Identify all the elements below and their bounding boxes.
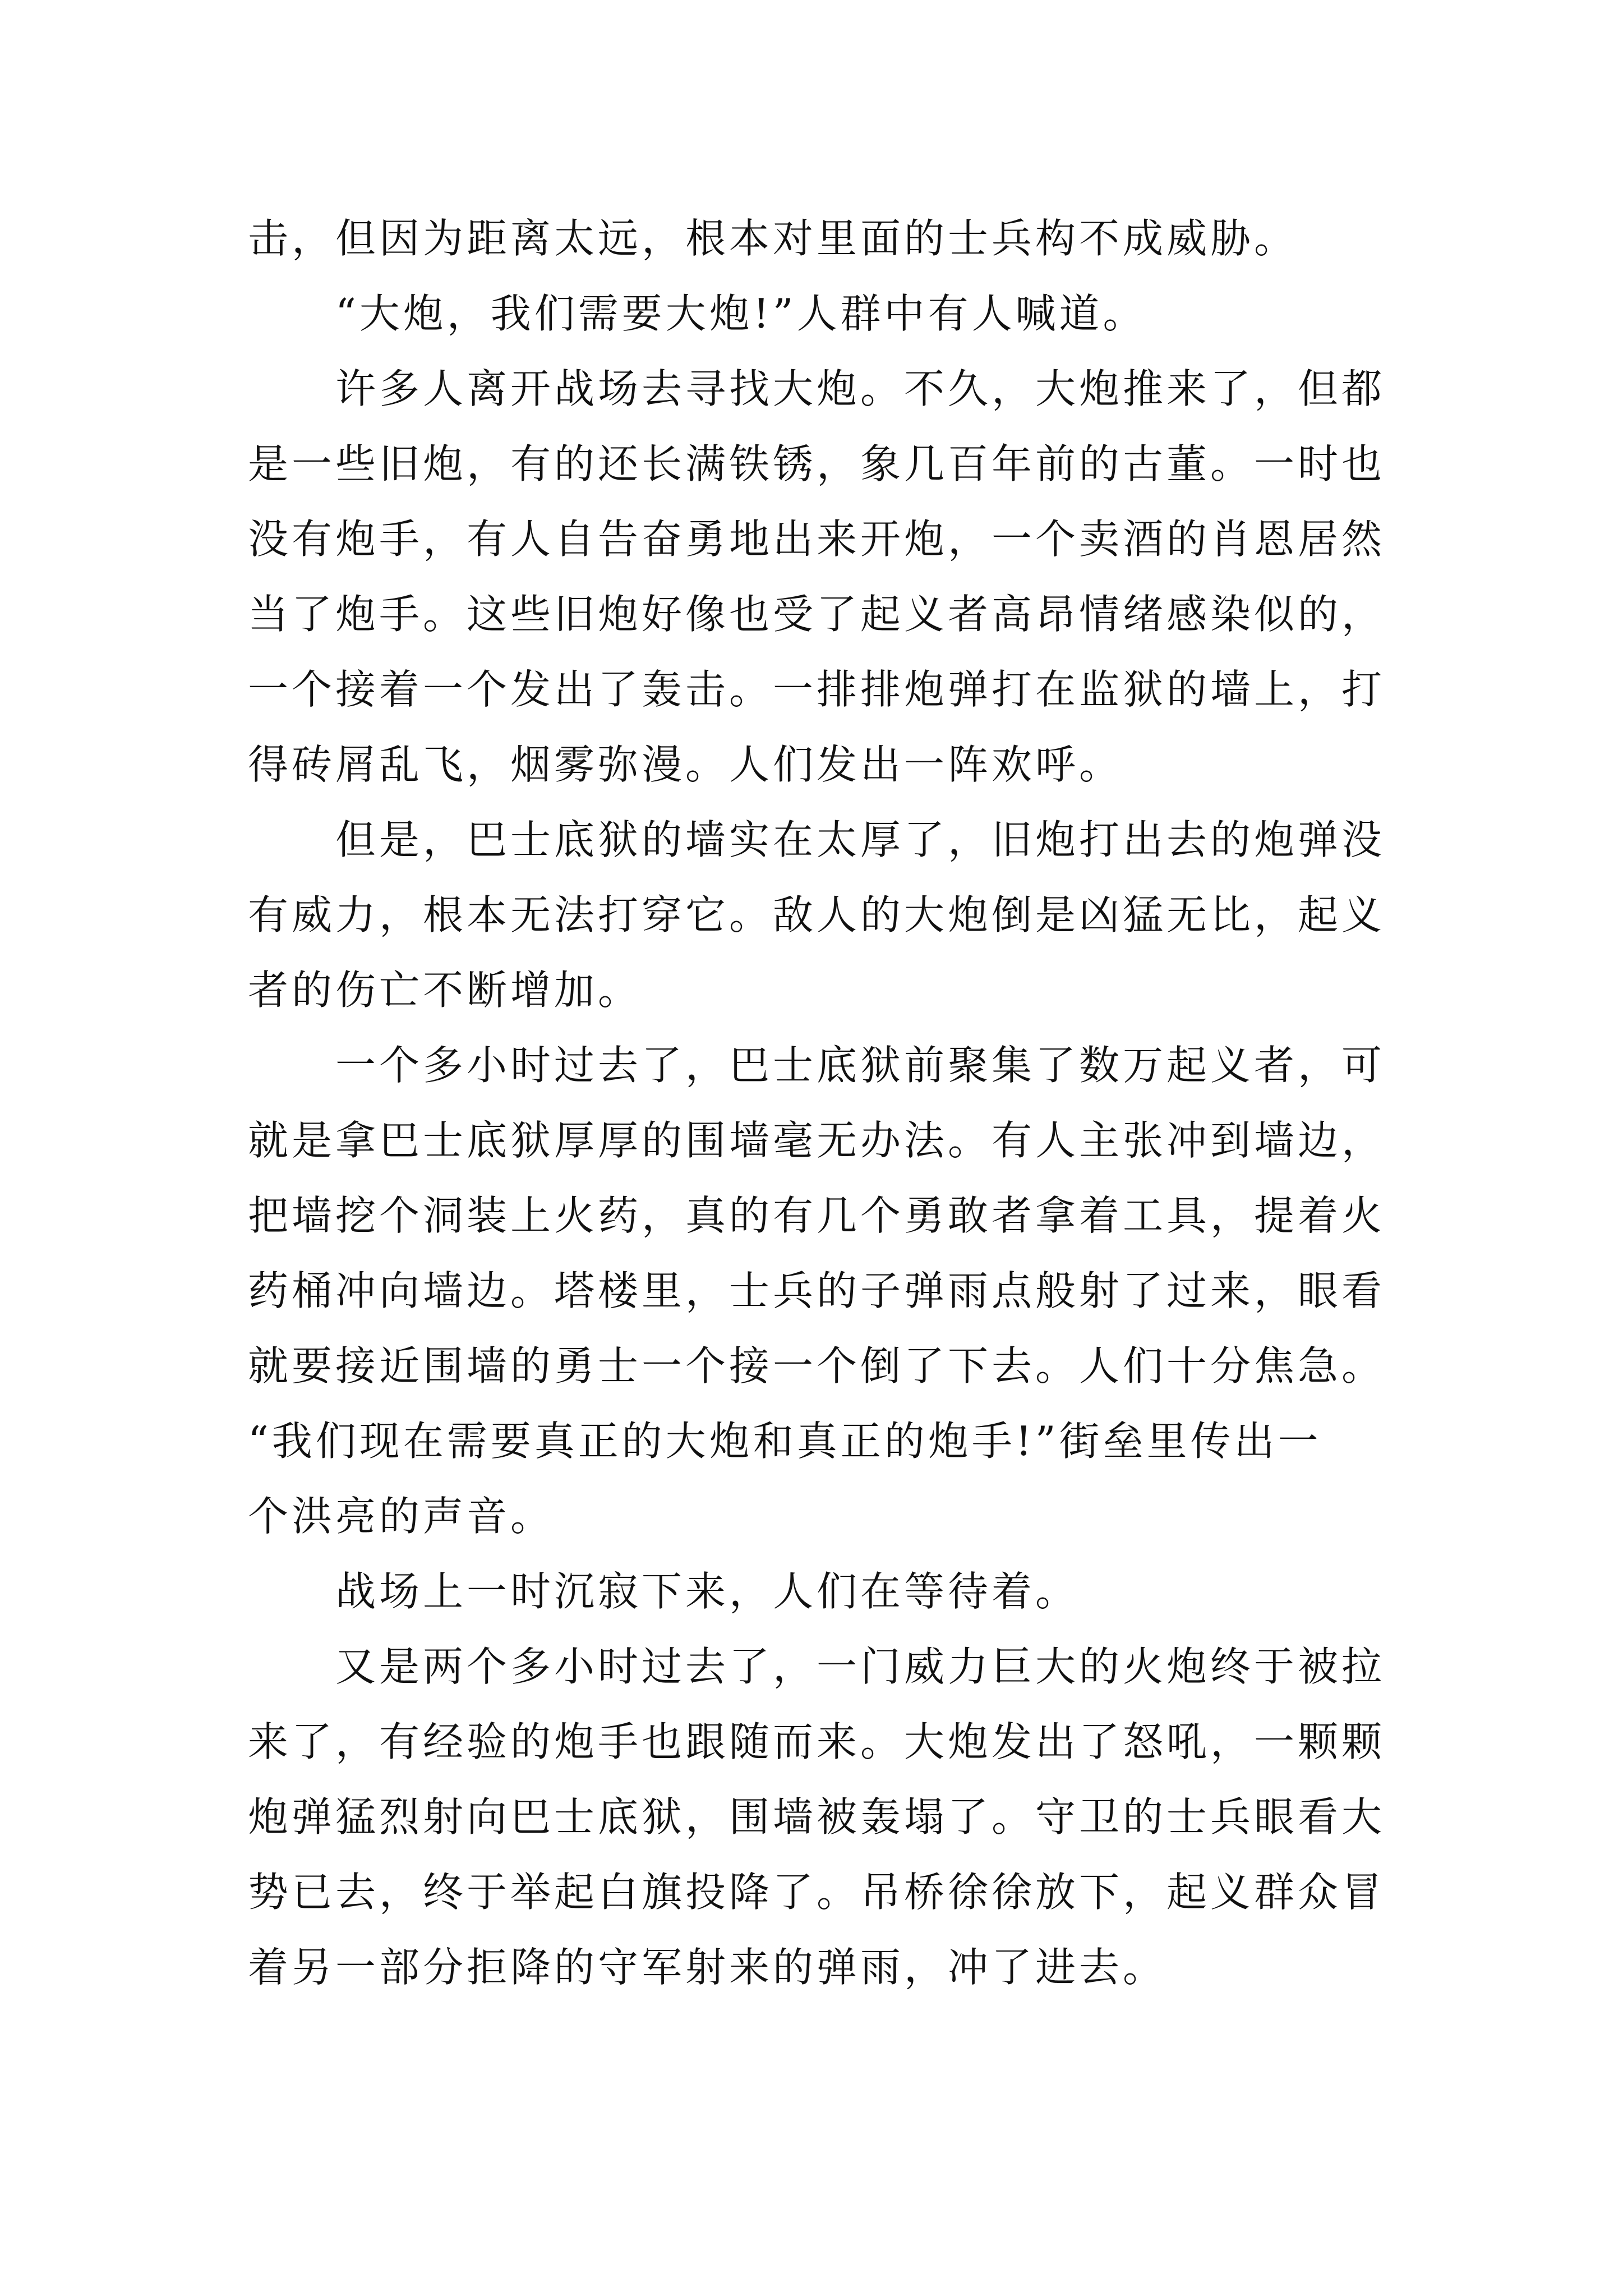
text-line: 又是两个多小时过去了，一门威力巨大的火炮终于被拉: [335, 1643, 1386, 1690]
text-line: 个洪亮的声音。: [248, 1493, 555, 1540]
text-line: 没有炮手，有人自告奋勇地出来开炮，一个卖酒的肖恩居然: [248, 516, 1386, 563]
text-line: 来了，有经验的炮手也跟随而来。大炮发出了怒吼，一颗颗: [248, 1718, 1386, 1765]
text-line: 一个接着一个发出了轰击。一排排炮弹打在监狱的墙上，打: [248, 666, 1386, 713]
text-line: 着另一部分拒降的守军射来的弹雨，冲了进去。: [248, 1944, 1167, 1991]
text-line: 战场上一时沉寂下来，人们在等待着。: [335, 1568, 1080, 1615]
text-line: 得砖屑乱飞，烟雾弥漫。人们发出一阵欢呼。: [248, 741, 1123, 788]
text-line: 当了炮手。这些旧炮好像也受了起义者高昂情绪感染似的，: [248, 591, 1386, 638]
text-line: “我们现在需要真正的大炮和真正的炮手!”街垒里传出一: [248, 1418, 1322, 1465]
text-line: 就要接近围墙的勇士一个接一个倒了下去。人们十分焦急。: [248, 1342, 1386, 1389]
text-line: 是一些旧炮，有的还长满铁锈，象几百年前的古董。一时也: [248, 440, 1386, 487]
text-line: 许多人离开战场去寻找大炮。不久，大炮推来了，但都: [335, 365, 1386, 412]
text-line: 就是拿巴士底狱厚厚的围墙毫无办法。有人主张冲到墙边，: [248, 1117, 1386, 1164]
text-line: 但是，巴士底狱的墙实在太厚了，旧炮打出去的炮弹没: [335, 816, 1386, 863]
text-line: 势已去，终于举起白旗投降了。吊桥徐徐放下，起义群众冒: [248, 1869, 1386, 1916]
body-text: [248, 201, 1403, 2005]
text-line: 把墙挖个洞装上火药，真的有几个勇敢者拿着工具，提着火: [248, 1192, 1386, 1239]
text-line: 击，但因为距离太远，根本对里面的士兵构不成威胁。: [248, 215, 1298, 262]
text-line: 药桶冲向墙边。塔楼里，士兵的子弹雨点般射了过来，眼看: [248, 1267, 1386, 1314]
text-line: 有威力，根本无法打穿它。敌人的大炮倒是凶猛无比，起义: [248, 891, 1386, 938]
text-line: 一个多小时过去了，巴士底狱前聚集了数万起义者，可: [335, 1042, 1386, 1089]
text-line: “大炮，我们需要大炮!”人群中有人喊道。: [335, 290, 1147, 337]
text-line: 者的伤亡不断增加。: [248, 967, 642, 1014]
text-line: 炮弹猛烈射向巴士底狱，围墙被轰塌了。守卫的士兵眼看大: [248, 1793, 1386, 1841]
